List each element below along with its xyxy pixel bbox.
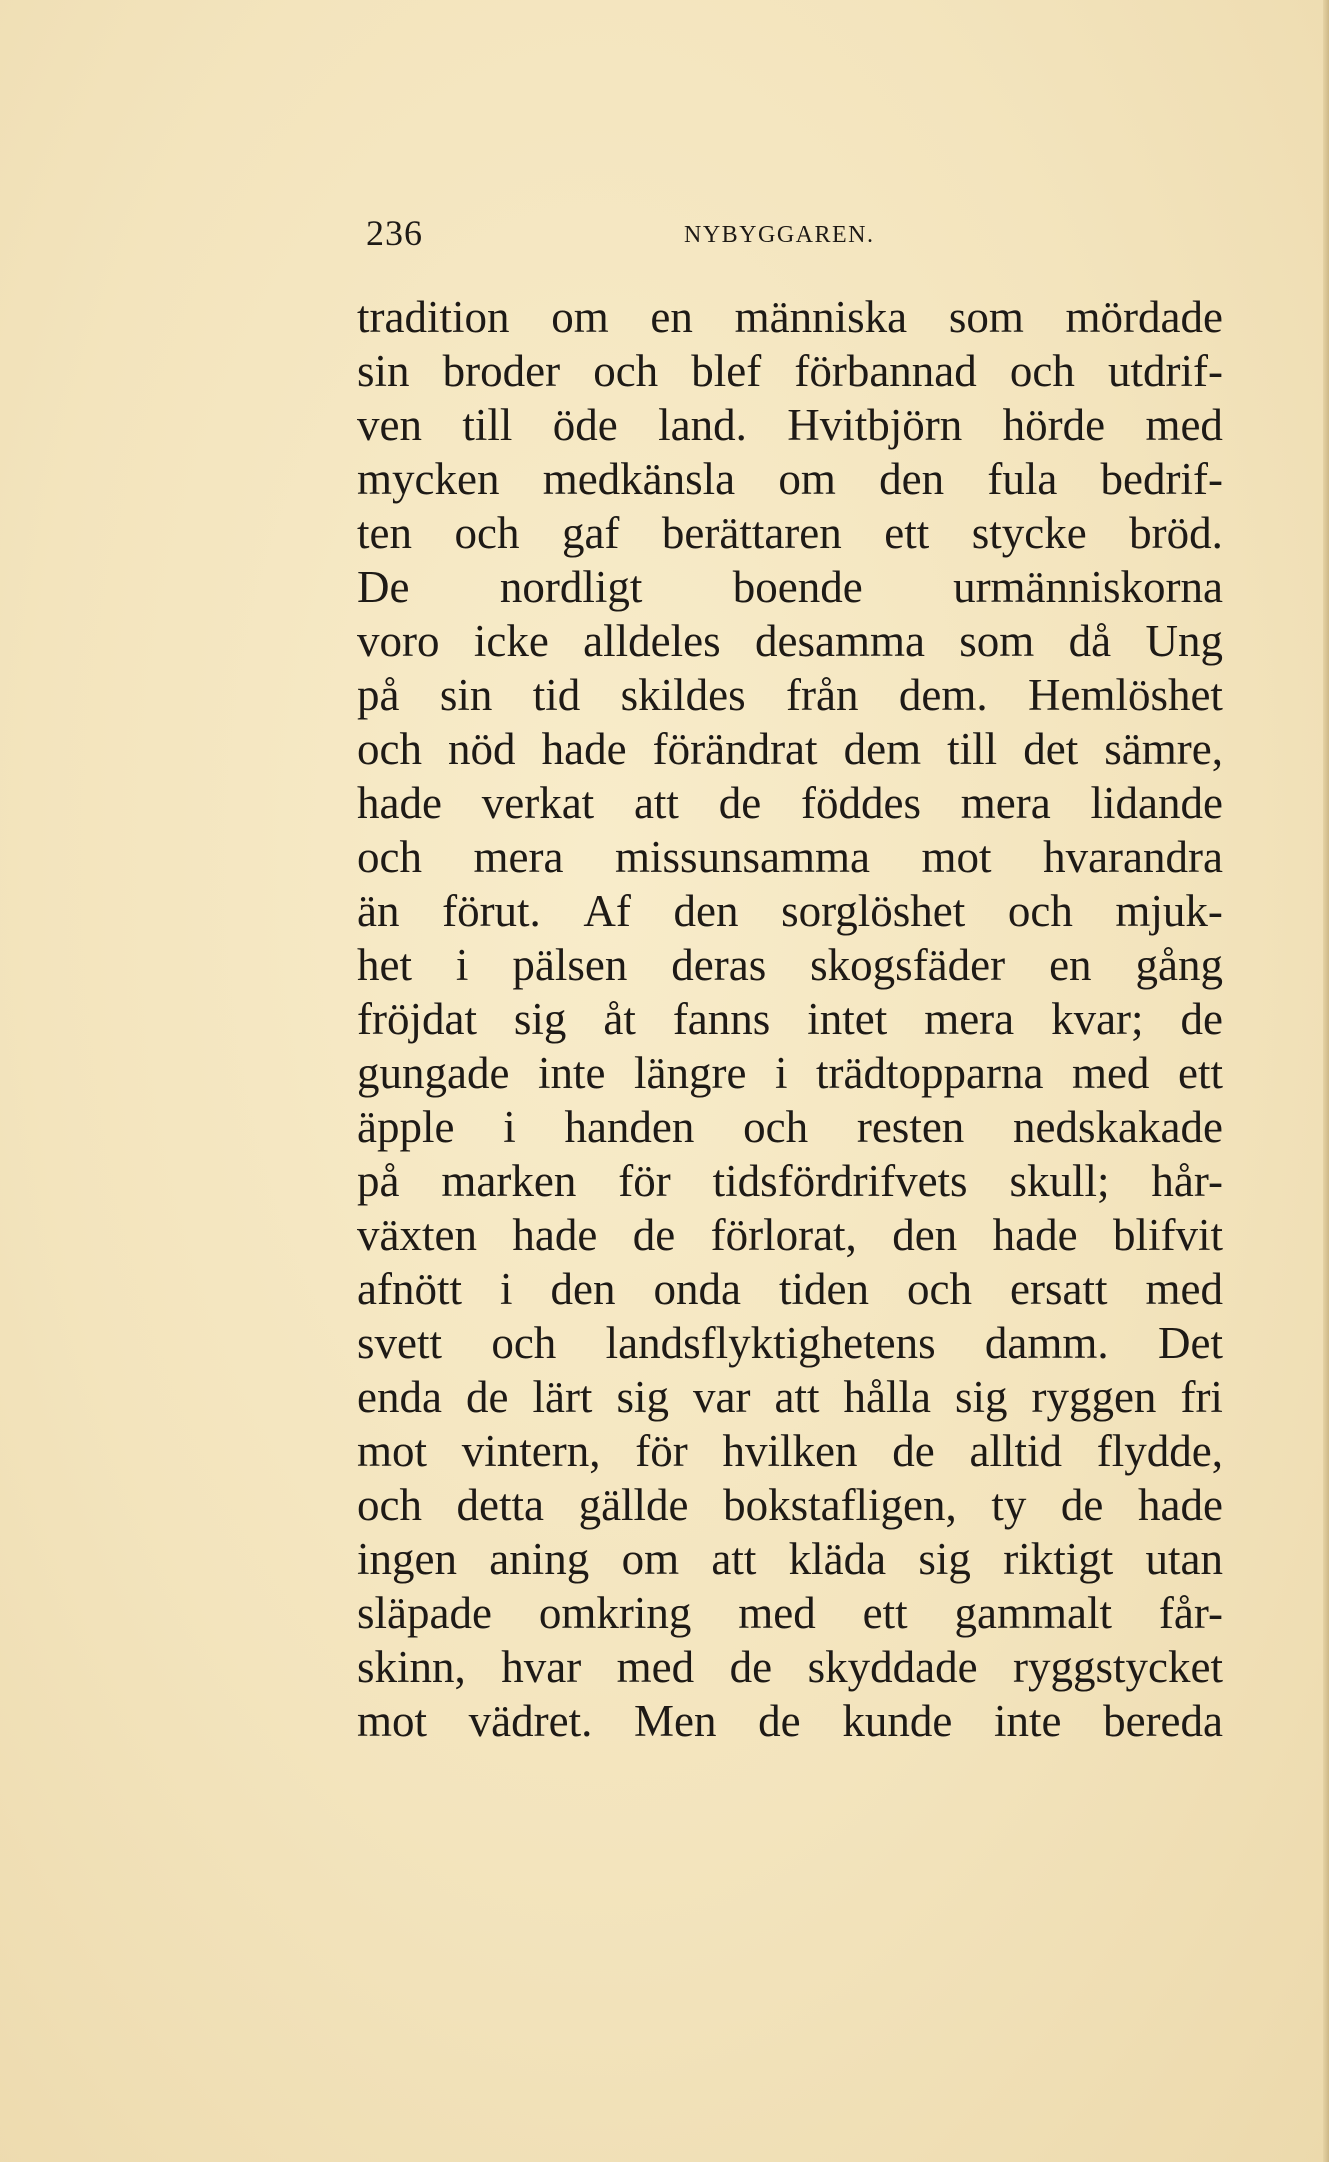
text-line: gungade inte längre i trädtopparna med ett <box>357 1048 1223 1098</box>
text-line: och nöd hade förändrat dem till det sämre, <box>357 724 1223 774</box>
page-header <box>366 212 1216 262</box>
text-line: fröjdat sig åt fanns intet mera kvar; de <box>357 994 1223 1044</box>
text-line: ingen aning om att kläda sig riktigt utan <box>357 1534 1223 1584</box>
text-line: mot vintern, för hvilken de alltid flydde, <box>357 1426 1223 1476</box>
text-line: och detta gällde bokstafligen, ty de hade <box>357 1480 1223 1530</box>
text-line: skinn, hvar med de skyddade ryggstycket <box>357 1642 1223 1692</box>
text-line: afnött i den onda tiden och ersatt med <box>357 1264 1223 1314</box>
text-line: sin broder och blef förbannad och utdrif- <box>357 346 1223 396</box>
text-line: het i pälsen deras skogsfäder en gång <box>357 940 1223 990</box>
text-line: släpade omkring med ett gammalt får- <box>357 1588 1223 1638</box>
body-text <box>357 290 1223 1748</box>
running-title: NYBYGGAREN. <box>684 222 875 248</box>
text-line: voro icke alldeles desamma som då Ung <box>357 616 1223 666</box>
text-line: och mera missunsamma mot hvarandra <box>357 832 1223 882</box>
text-line: ven till öde land. Hvitbjörn hörde med <box>357 400 1223 450</box>
text-line: ten och gaf berättaren ett stycke bröd. <box>357 508 1223 558</box>
text-line: De nordligt boende urmänniskorna <box>357 562 1223 612</box>
text-line: mycken medkänsla om den fula bedrif- <box>357 454 1223 504</box>
text-line: hade verkat att de föddes mera lidande <box>357 778 1223 828</box>
page-number: 236 <box>366 213 423 253</box>
text-line: tradition om en människa som mördade <box>357 292 1223 342</box>
text-line: på marken för tidsfördrifvets skull; hår- <box>357 1156 1223 1206</box>
text-line: äpple i handen och resten nedskakade <box>357 1102 1223 1152</box>
text-line: mot vädret. Men de kunde inte bereda <box>357 1696 1223 1746</box>
text-line: än förut. Af den sorglöshet och mjuk- <box>357 886 1223 936</box>
page-edge <box>1323 0 1329 2162</box>
text-line: växten hade de förlorat, den hade blifvit <box>357 1210 1223 1260</box>
text-line: på sin tid skildes från dem. Hemlöshet <box>357 670 1223 720</box>
text-line: enda de lärt sig var att hålla sig ryggen fri <box>357 1372 1223 1422</box>
text-line: svett och landsflyktighetens damm. Det <box>357 1318 1223 1368</box>
